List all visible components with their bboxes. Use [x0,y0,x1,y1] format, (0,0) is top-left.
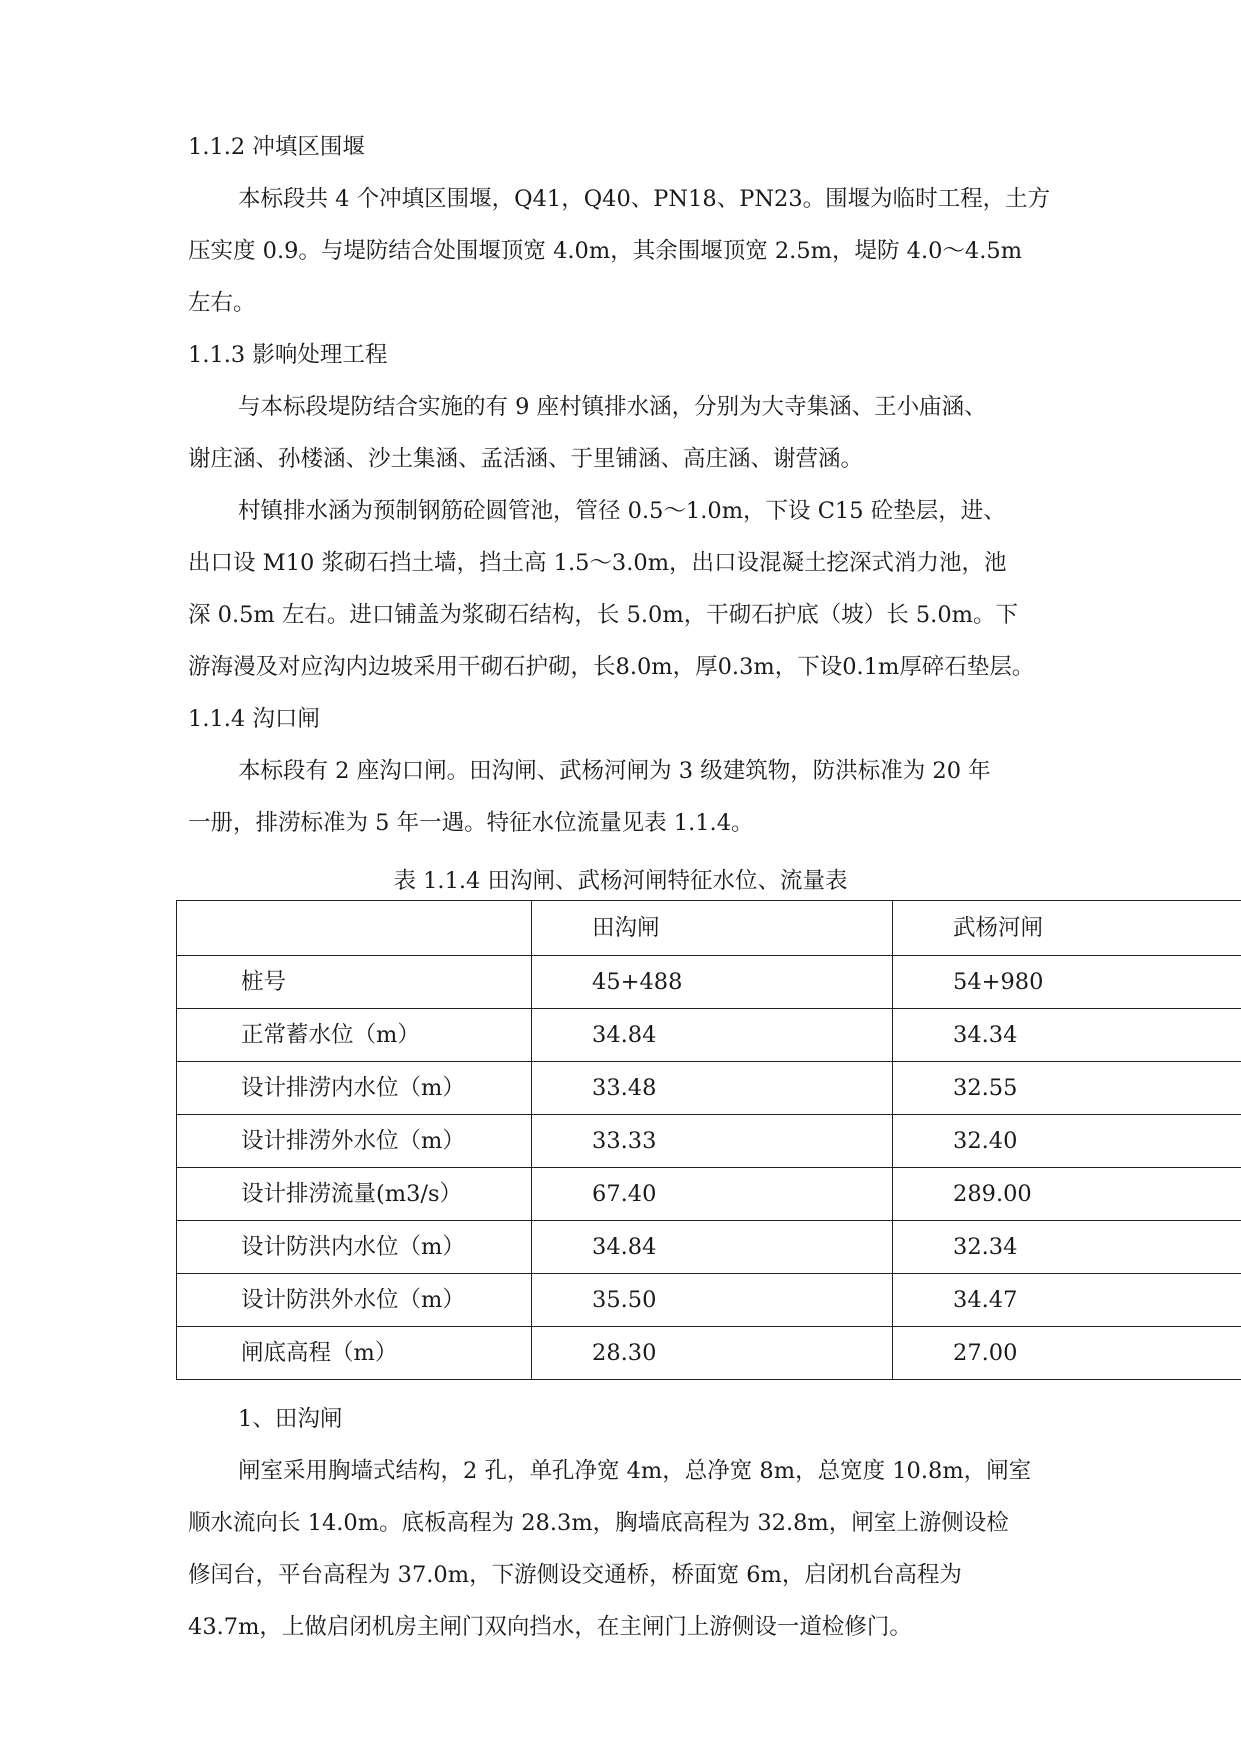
paragraph-line: 压实度 0.9。与堤防结合处围堰顶宽 4.0m，其余围堰顶宽 2.5m，堤防 4.0～4.5m [188,238,1023,264]
water-level-table [176,900,1241,1380]
table-caption: 表 1.1.4 田沟闸、武杨河闸特征水位、流量表 [393,868,848,894]
paragraph-line: 修闰台，平台高程为 37.0m，下游侧设交通桥，桥面宽 6m，启闭机台高程为 [188,1562,962,1588]
table-cell: 289.00 [893,1168,1241,1221]
table-cell: 34.47 [893,1274,1241,1327]
table-cell: 54+980 [893,956,1241,1009]
table-cell: 32.55 [893,1062,1241,1115]
table-row [177,1115,1241,1168]
paragraph-line: 游海漫及对应沟内边坡采用干砌石护砌，长8.0m，厚0.3m，下设0.1m厚碎石垫层。 [188,654,1035,680]
paragraph-line: 与本标段堤防结合实施的有 9 座村镇排水涵，分别为大寺集涵、王小庙涵、 [238,394,987,420]
table-cell: 67.40 [532,1168,893,1221]
row-label: 桩号 [177,956,532,1009]
paragraph-line: 深 0.5m 左右。进口铺盖为浆砌石结构，长 5.0m，干砌石护底（坡）长 5.0m。下 [188,602,1018,628]
paragraph-line: 村镇排水涵为预制钢筋砼圆管池，管径 0.5～1.0m，下设 C15 砼垫层，进、 [238,498,1006,524]
heading-1-1-2: 1.1.2 冲填区围堰 [188,134,365,160]
table-cell: 27.00 [893,1327,1241,1380]
row-label: 正常蓄水位（m） [177,1009,532,1062]
table-row [177,956,1241,1009]
row-label: 设计防洪外水位（m） [177,1274,532,1327]
paragraph-line: 43.7m，上做启闭机房主闸门双向挡水，在主闸门上游侧设一道检修门。 [188,1614,912,1640]
row-label: 设计排涝外水位（m） [177,1115,532,1168]
table-cell: 34.34 [893,1009,1241,1062]
paragraph-line: 顺水流向长 14.0m。底板高程为 28.3m，胸墙底高程为 32.8m，闸室上游侧设检 [188,1510,1009,1536]
table-cell: 35.50 [532,1274,893,1327]
table-row [177,1168,1241,1221]
paragraph-line: 出口设 M10 浆砌石挡土墙，挡土高 1.5～3.0m，出口设混凝土挖深式消力池，池 [188,550,1007,576]
table-header-row [177,901,1241,956]
table-row [177,1327,1241,1380]
paragraph-line: 本标段有 2 座沟口闸。田沟闸、武杨河闸为 3 级建筑物，防洪标准为 20 年 [238,758,991,784]
table-cell: 34.84 [532,1009,893,1062]
paragraph-line: 谢庄涵、孙楼涵、沙土集涵、孟活涵、于里铺涵、高庄涵、谢营涵。 [188,446,864,472]
table-cell: 45+488 [532,956,893,1009]
heading-1-1-3: 1.1.3 影响处理工程 [188,342,388,368]
subheading-tiangou-gate: 1、田沟闸 [238,1406,343,1432]
table-row [177,1221,1241,1274]
row-label: 设计防洪内水位（m） [177,1221,532,1274]
table-header-cell [177,901,532,956]
table-cell: 32.40 [893,1115,1241,1168]
table-header-cell: 武杨河闸 [893,901,1241,956]
heading-1-1-4: 1.1.4 沟口闸 [188,706,320,732]
table-cell: 33.33 [532,1115,893,1168]
table-row [177,1009,1241,1062]
paragraph-line: 本标段共 4 个冲填区围堰，Q41，Q40、PN18、PN23。围堰为临时工程，土方 [238,186,1051,212]
paragraph-line: 左右。 [188,290,256,316]
table-header-cell: 田沟闸 [532,901,893,956]
paragraph-line: 一册，排涝标准为 5 年一遇。特征水位流量见表 1.1.4。 [188,810,754,836]
table-cell: 33.48 [532,1062,893,1115]
table-cell: 32.34 [893,1221,1241,1274]
table-row [177,1062,1241,1115]
paragraph-line: 闸室采用胸墙式结构，2 孔，单孔净宽 4m，总净宽 8m，总宽度 10.8m，闸室 [238,1458,1032,1484]
row-label: 闸底高程（m） [177,1327,532,1380]
table-cell: 28.30 [532,1327,893,1380]
table-cell: 34.84 [532,1221,893,1274]
row-label: 设计排涝流量(m3/s） [177,1168,532,1221]
table-row [177,1274,1241,1327]
row-label: 设计排涝内水位（m） [177,1062,532,1115]
